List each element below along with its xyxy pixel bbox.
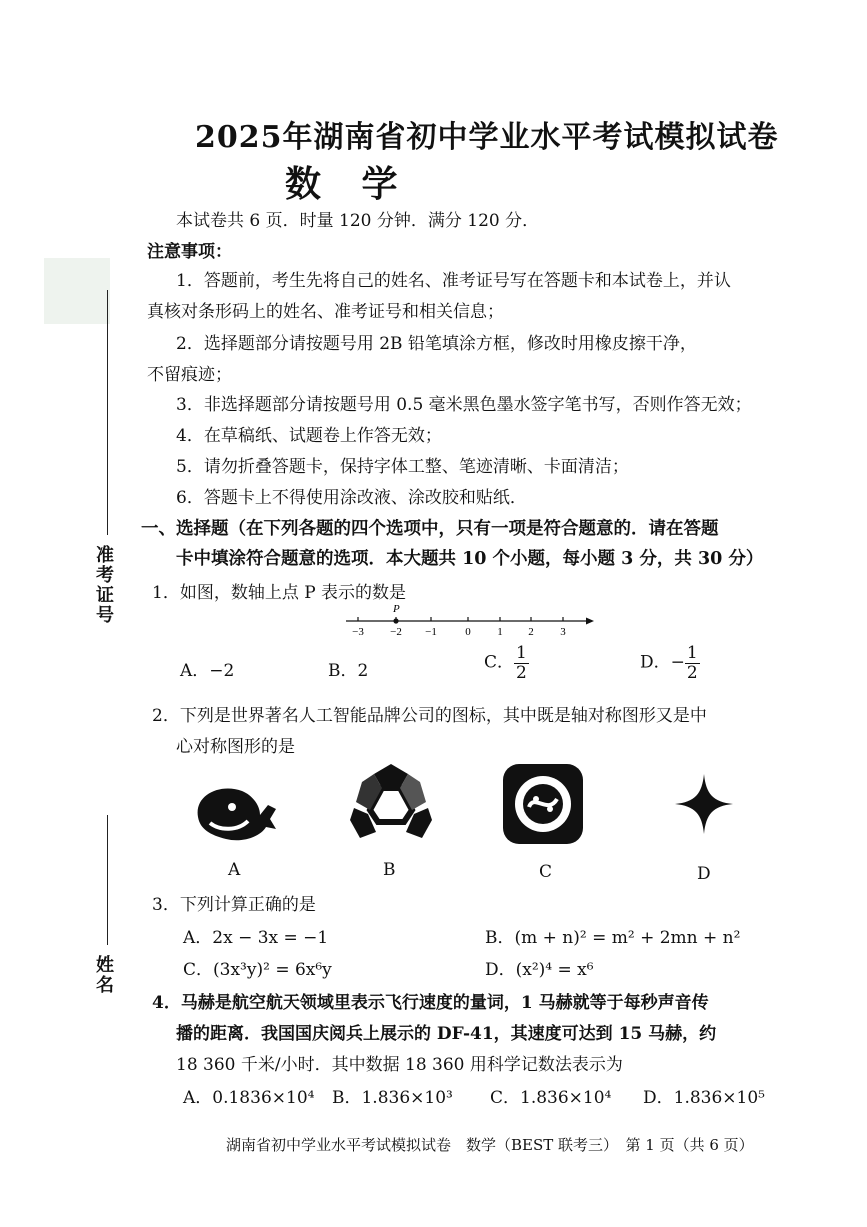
tick-label: −1 bbox=[425, 626, 437, 638]
q1-stem: 1．如图，数轴上点 P 表示的数是 bbox=[152, 583, 407, 603]
margin-line bbox=[107, 290, 108, 535]
notice-item: 3．非选择题部分请按题号用 0.5 毫米黑色墨水签字笔书写，否则作答无效； bbox=[176, 395, 752, 415]
tick-label: 1 bbox=[497, 626, 503, 638]
point-p-label: P bbox=[393, 603, 400, 615]
q2-label-d: D bbox=[697, 864, 711, 884]
notice-item: 6．答题卡上不得使用涂改液、涂改胶和贴纸． bbox=[176, 488, 527, 508]
subject-title: 数 学 bbox=[285, 163, 412, 205]
app-logo-icon bbox=[502, 763, 584, 845]
q1-option-d: D．− $\frac{1}{2}$ bbox=[640, 643, 698, 683]
tick-label: 2 bbox=[528, 626, 534, 638]
point-p-marker bbox=[393, 618, 398, 623]
notice-item: 2．选择题部分请按题号用 2B 铅笔填涂方框，修改时用橡皮擦干净， bbox=[176, 334, 697, 354]
q4-option-b: B．1.836×10³ bbox=[332, 1088, 453, 1108]
notice-item: 4．在草稿纸、试题卷上作答无效； bbox=[176, 426, 442, 446]
section-heading: 卡中填涂符合题意的选项．本大题共 10 个小题，每小题 3 分，共 30 分） bbox=[176, 549, 764, 569]
q2-label-c: C bbox=[539, 862, 553, 882]
barcode-area bbox=[44, 258, 110, 324]
exam-info: 本试卷共 6 页．时量 120 分钟．满分 120 分． bbox=[176, 211, 540, 231]
q1-option-c: C． $\frac{1}{2}$ bbox=[484, 643, 527, 683]
q4-option-a: A．0.1836×10⁴ bbox=[183, 1088, 315, 1108]
exam-number-label: 准考证号 bbox=[93, 545, 114, 625]
q3-option-d: D．(x²)⁴ = x⁶ bbox=[485, 960, 594, 980]
notice-heading: 注意事项： bbox=[147, 242, 232, 262]
triskelion-logo-icon bbox=[348, 762, 434, 846]
tick-label: 3 bbox=[560, 626, 566, 638]
q4-stem: 播的距离．我国国庆阅兵上展示的 DF-41，其速度可达到 15 马赫，约 bbox=[176, 1024, 717, 1044]
q3-option-a: A．2x − 3x = −1 bbox=[183, 928, 329, 948]
exam-title: 2025年湖南省初中学业水平考试模拟试卷 bbox=[195, 120, 779, 155]
section-heading: 一、选择题（在下列各题的四个选项中，只有一项是符合题意的．请在答题 bbox=[141, 519, 719, 539]
q2-label-b: B bbox=[383, 860, 396, 880]
notice-item: 不留痕迹； bbox=[147, 365, 232, 385]
q4-option-d: D．1.836×10⁵ bbox=[643, 1088, 765, 1108]
q1-option-b: B．2 bbox=[328, 661, 369, 681]
notice-item: 真核对条形码上的姓名、准考证号和相关信息； bbox=[147, 302, 504, 322]
number-line-figure bbox=[340, 600, 600, 640]
tick-label: −3 bbox=[352, 626, 364, 638]
q4-stem: 18 360 千米/小时．其中数据 18 360 用科学记数法表示为 bbox=[176, 1055, 623, 1075]
name-label: 姓名 bbox=[93, 955, 114, 995]
page-footer: 湖南省初中学业水平考试模拟试卷 数学（BEST 联考三） 第 1 页（共 6 页） bbox=[226, 1136, 754, 1154]
q3-stem: 3．下列计算正确的是 bbox=[152, 895, 316, 915]
q1-option-a: A．−2 bbox=[180, 661, 235, 681]
notice-item: 1．答题前，考生先将自己的姓名、准考证号写在答题卡和本试卷上，并认 bbox=[176, 271, 731, 291]
notice-item: 5．请勿折叠答题卡，保持字体工整、笔迹清晰、卡面清洁； bbox=[176, 457, 629, 477]
q4-stem: 4．马赫是航空航天领域里表示飞行速度的量词，1 马赫就等于每秒声音传 bbox=[152, 993, 709, 1013]
tick-label: −2 bbox=[390, 626, 402, 638]
tick-label: 0 bbox=[465, 626, 471, 638]
q3-option-b: B．(m + n)² = m² + 2mn + n² bbox=[485, 928, 741, 948]
q3-option-c: C．(3x³y)² = 6x⁶y bbox=[183, 960, 332, 980]
q2-stem: 2．下列是世界著名人工智能品牌公司的图标，其中既是轴对称图形又是中 bbox=[152, 706, 707, 726]
q2-label-a: A bbox=[228, 860, 241, 880]
q2-stem: 心对称图形的是 bbox=[176, 737, 295, 757]
q4-option-c: C．1.836×10⁴ bbox=[490, 1088, 612, 1108]
arrow-icon bbox=[586, 618, 594, 625]
margin-line bbox=[107, 815, 108, 945]
sparkle-logo-icon bbox=[673, 772, 735, 836]
whale-logo-icon bbox=[190, 775, 280, 845]
